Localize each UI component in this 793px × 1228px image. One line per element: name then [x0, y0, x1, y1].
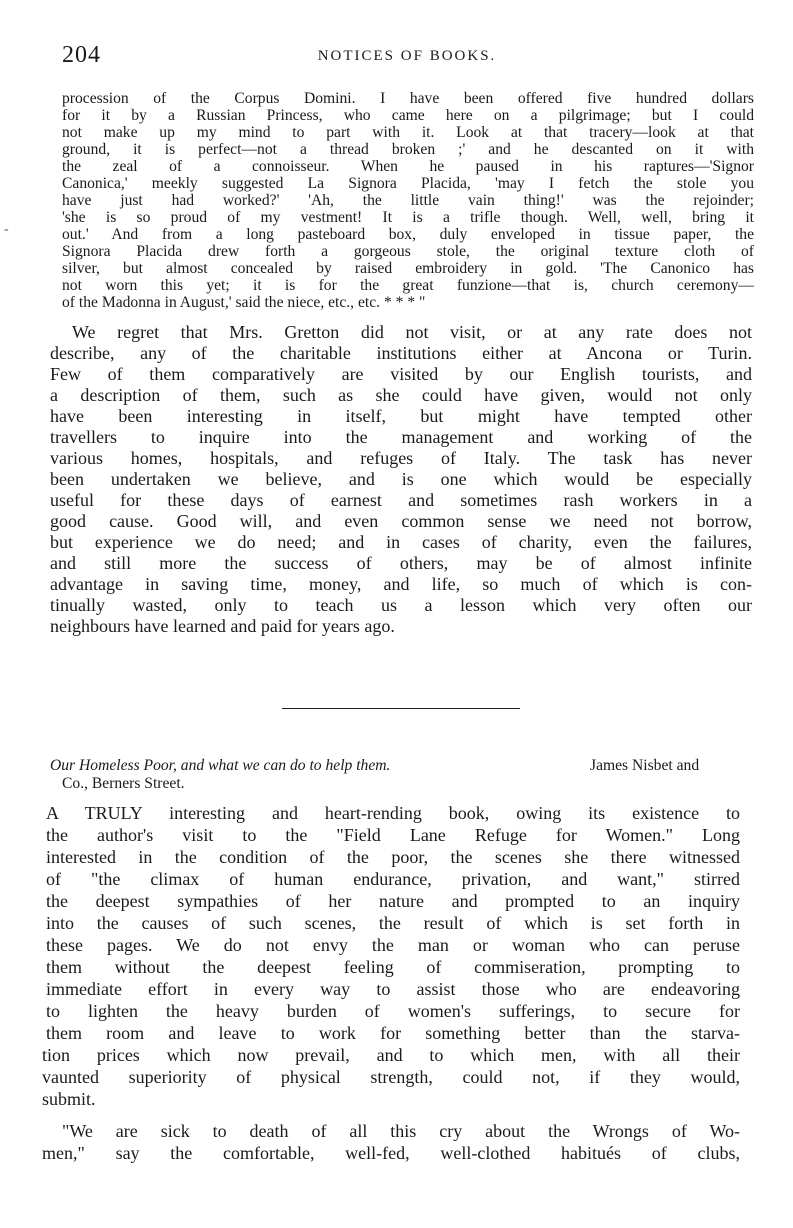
body-line: and still more the success of others, may be of almost infinite	[50, 553, 752, 573]
body-line: men," say the comfortable, well-fed, well-clothed habitués of clubs,	[42, 1143, 740, 1163]
quote-line: ground, it is perfect—not a thread broken ;' and he descanted on it with	[62, 141, 754, 158]
body-line: good cause. Good will, and even common sense we need not borrow,	[50, 511, 752, 531]
body-line: to lighten the heavy burden of women's sufferings, to secure for	[46, 1001, 740, 1021]
body-line: We regret that Mrs. Gretton did not visit, or at any rate does not	[72, 322, 752, 342]
body-line: Few of them comparatively are visited by our English tourists, and	[50, 364, 752, 384]
body-line: a description of them, such as she could have given, would not only	[50, 385, 752, 405]
quote-line: Signora Placida drew forth a gorgeous stole, the original texture cloth of	[62, 243, 754, 260]
page-number: 204	[62, 42, 101, 68]
body-line: "We are sick to death of all this cry about the Wrongs of Wo-	[62, 1121, 740, 1141]
margin-mark: -	[4, 222, 9, 237]
body-line: the deepest sympathies of her nature and prompted to an inquiry	[46, 891, 740, 911]
quote-line: have just had worked?' 'Ah, the little vain thing!' was the rejoinder;	[62, 192, 754, 209]
body-line: A TRULY interesting and heart-rending book, owing its existence to	[46, 803, 740, 823]
quote-line: not make up my mind to part with it. Look at that tracery—look at that	[62, 124, 754, 141]
section-divider	[282, 708, 520, 709]
book-title: Our Homeless Poor, and what we can do to help them.	[50, 757, 391, 774]
body-line: travellers to inquire into the management and working of the	[50, 427, 752, 447]
quote-line: of the Madonna in August,' said the niece, etc., etc. * * * "	[62, 294, 426, 311]
quote-line: silver, but almost concealed by raised embroidery in gold. 'The Canonico has	[62, 260, 754, 277]
body-line: the author's visit to the "Field Lane Refuge for Women." Long	[46, 825, 740, 845]
body-line: vaunted superiority of physical strength, could not, if they would,	[42, 1067, 740, 1087]
body-line: into the causes of such scenes, the result of which is set forth in	[46, 913, 740, 933]
body-line: advantage in saving time, money, and life, so much of which is con-	[50, 574, 752, 594]
body-line: useful for these days of earnest and sometimes rash workers in a	[50, 490, 752, 510]
book-publisher: James Nisbet and	[590, 757, 700, 774]
quote-line: Canonica,' meekly suggested La Signora Placida, 'may I fetch the stole you	[62, 175, 754, 192]
body-line: submit.	[42, 1089, 96, 1109]
body-line: them without the deepest feeling of commiseration, prompting to	[46, 957, 740, 977]
running-title: NOTICES OF BOOKS.	[317, 48, 497, 64]
body-line: interested in the condition of the poor, the scenes she there witnessed	[46, 847, 740, 867]
body-line: neighbours have learned and paid for years ago.	[50, 616, 395, 636]
body-line: have been interesting in itself, but might have tempted other	[50, 406, 752, 426]
quote-line: out.' And from a long pasteboard box, duly enveloped in tissue paper, the	[62, 226, 754, 243]
quote-line: the zeal of a connoisseur. When he paused in his raptures—'Signor	[62, 158, 754, 175]
body-line: immediate effort in every way to assist those who are endeavoring	[46, 979, 740, 999]
body-line: tinually wasted, only to teach us a lesson which very often our	[50, 595, 752, 615]
quote-line: for it by a Russian Princess, who came here on a pilgrimage; but I could	[62, 107, 754, 124]
body-line: been undertaken we believe, and is one which would be especially	[50, 469, 752, 489]
quote-line: procession of the Corpus Domini. I have been offered five hundred dollars	[62, 90, 754, 107]
body-line: tion prices which now prevail, and to which men, with all their	[42, 1045, 740, 1065]
body-line: them room and leave to work for something better than the starva-	[46, 1023, 740, 1043]
body-line: but experience we do need; and in cases of charity, even the failures,	[50, 532, 752, 552]
quote-line: not worn this yet; it is for the great funzione—that is, church ceremony—	[62, 277, 754, 294]
book-publisher: Co., Berners Street.	[62, 775, 185, 792]
page-header	[62, 42, 752, 76]
body-line: various homes, hospitals, and refuges of Italy. The task has never	[50, 448, 752, 468]
body-line: describe, any of the charitable institutions either at Ancona or Turin.	[50, 343, 752, 363]
body-line: of "the climax of human endurance, privation, and want," stirred	[46, 869, 740, 889]
quote-line: 'she is so proud of my vestment! It is a trifle though. Well, well, bring it	[62, 209, 754, 226]
body-line: these pages. We do not envy the man or woman who can peruse	[46, 935, 740, 955]
